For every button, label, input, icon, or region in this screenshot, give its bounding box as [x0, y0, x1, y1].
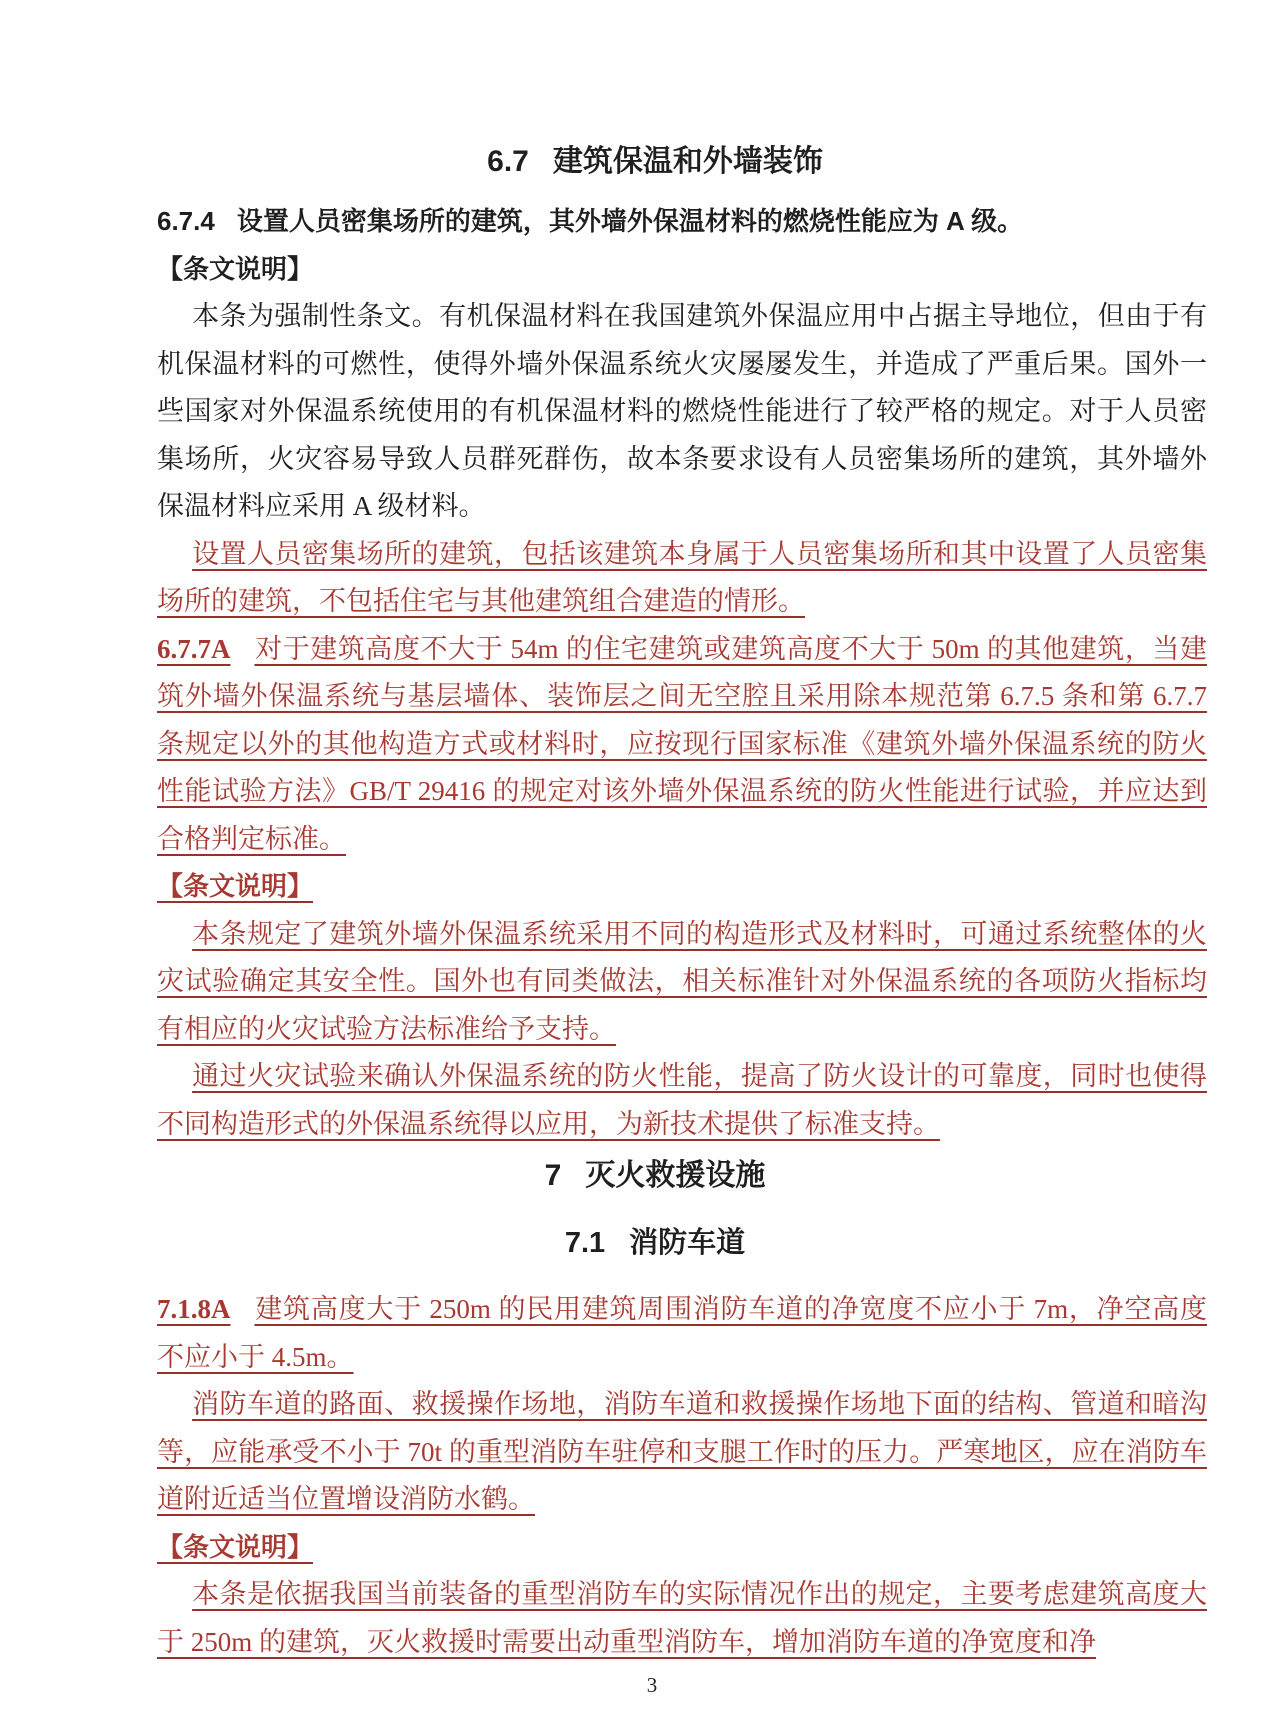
clause-text: 建筑高度大于 250m 的民用建筑周围消防车道的净宽度不应小于 7m，净空高度不应小于 4.5m。 [157, 1294, 1207, 1372]
page-number: 3 [646, 1673, 658, 1697]
clause-number: 6.7.4 [157, 206, 215, 236]
clause-7-1-8A [157, 1286, 1207, 1381]
clause-number: 6.7.7A [157, 633, 231, 664]
section-heading-6-7 [157, 142, 1153, 182]
revision-paragraph: 消防车道的路面、救援操作场地，消防车道和救援操作场地下面的结构、管道和暗沟等，应能承受不小于 70t 的重型消防车驻停和支腿工作时的压力。严寒地区，应在消防车道附近适当位置增设消防水鹤。 [157, 1389, 1207, 1514]
chapter-title: 灭火救援设施 [585, 1159, 766, 1192]
explanation-label: 【条文说明】 [157, 1531, 314, 1562]
clause-text: 设置人员密集场所的建筑，其外墙外保温材料的燃烧性能应为 A 级。 [236, 206, 1024, 236]
section-title: 消防车道 [629, 1227, 746, 1259]
explanation-label: 【条文说明】 [157, 253, 314, 284]
page-content [157, 0, 1207, 1698]
explanation-paragraph: 本条是依据我国当前装备的重型消防车的实际情况作出的规定，主要考虑建筑高度大于 250m 的建筑，灭火救援时需要出动重型消防车，增加消防车道的净宽度和净 [157, 1579, 1207, 1657]
explanation-paragraph: 本条规定了建筑外墙外保温系统采用不同的构造形式及材料时，可通过系统整体的火灾试验确定其安全性。国外也有同类做法，相关标准针对外保温系统的各项防火指标均有相应的火灾试验方法标准给予支持。 [157, 918, 1207, 1044]
explanation-paragraph: 通过火灾试验来确认外保温系统的防火性能，提高了防火设计的可靠度，同时也使得不同构造形式的外保温系统得以应用，为新技术提供了标准支持。 [157, 1061, 1207, 1139]
section-heading-7-1 [157, 1222, 1153, 1264]
chapter-number: 7 [544, 1159, 562, 1192]
clause-6-7-4 [157, 198, 1207, 246]
section-number: 6.7 [487, 145, 529, 178]
clause-text: 对于建筑高度不大于 54m 的住宅建筑或建筑高度不大于 50m 的其他建筑，当建筑外墙外保温系统与基层墙体、装饰层之间无空腔且采用除本规范第 6.7.5 条和第 6.7.7 条规定以外的其他构造方式或材料时，应按现行国家标准《建筑外墙外保温系统的防火性能试验方法》GB/T 29416 的规定对该外墙外保温系统的防火性能进行试验，并应达到合格判定标准。 [157, 633, 1207, 854]
clause-6-7-7A [157, 626, 1207, 864]
explanation-paragraph: 本条为强制性条文。有机保温材料在我国建筑外保温应用中占据主导地位，但由于有机保温材料的可燃性，使得外墙外保温系统火灾屡屡发生，并造成了严重后果。国外一些国家对外保温系统使用的有机保温材料的燃烧性能进行了较严格的规定。对于人员密集场所，火灾容易导致人员群死群伤，故本条要求设有人员密集场所的建筑，其外墙外保温材料应采用 A 级材料。 [157, 301, 1207, 521]
section-number: 7.1 [564, 1227, 606, 1259]
revision-paragraph: 设置人员密集场所的建筑，包括该建筑本身属于人员密集场所和其中设置了人员密集场所的建筑，不包括住宅与其他建筑组合建造的情形。 [157, 538, 1207, 616]
chapter-heading-7 [157, 1156, 1153, 1196]
section-title: 建筑保温和外墙装饰 [552, 145, 823, 178]
explanation-label: 【条文说明】 [157, 871, 314, 901]
clause-number: 7.1.8A [157, 1294, 231, 1324]
